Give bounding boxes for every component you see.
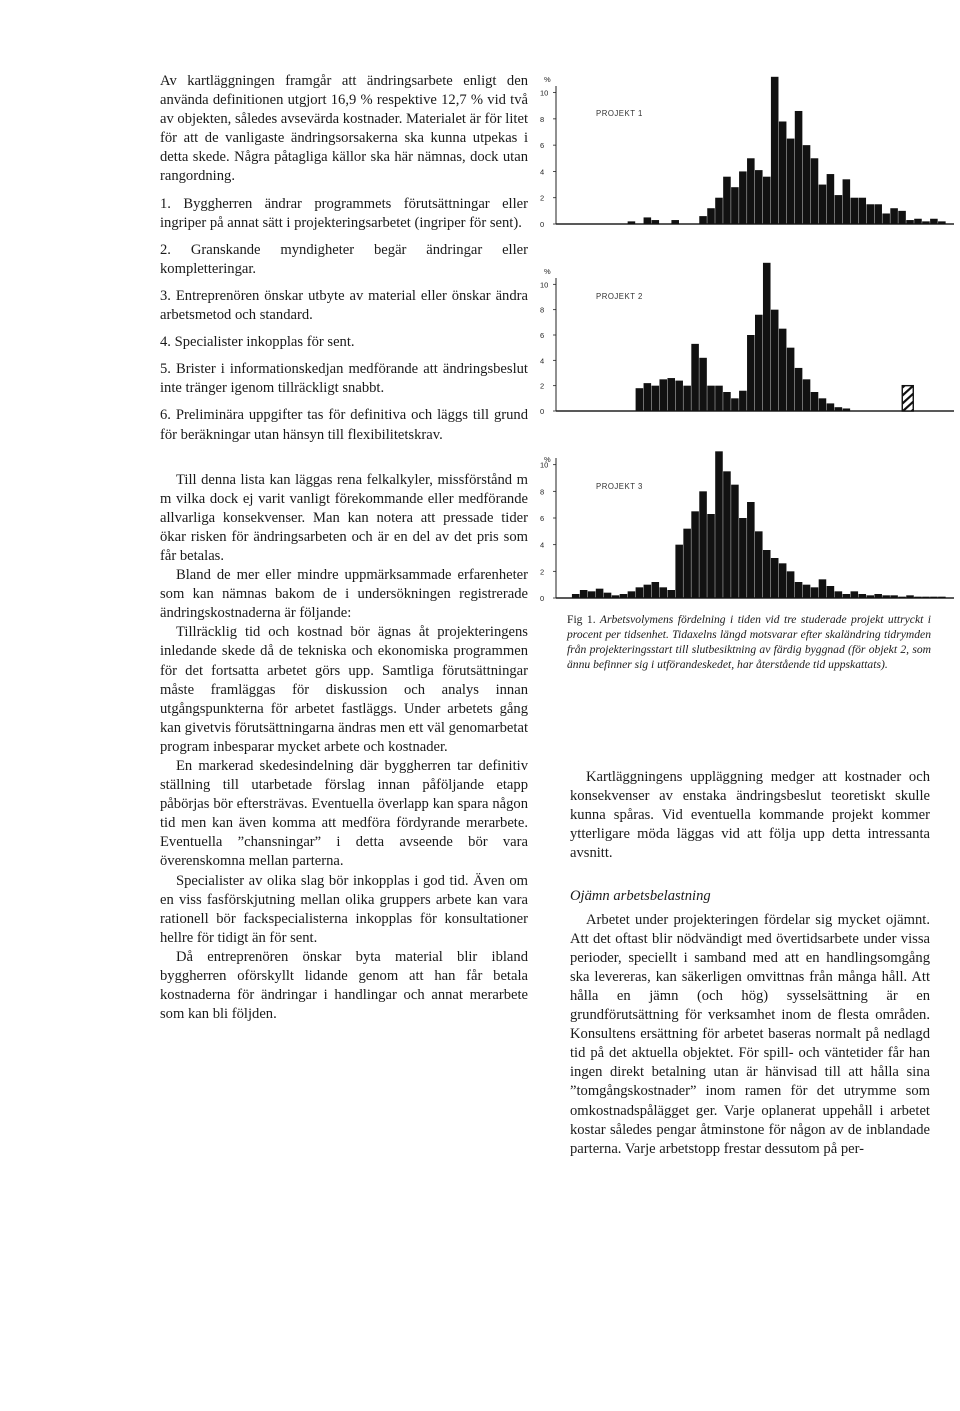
bar [644,217,652,224]
bar [699,358,707,411]
bar [858,198,866,224]
bar [922,221,930,224]
bar [898,597,906,598]
bar [803,585,811,598]
estimated-hatch [902,370,913,380]
paragraph-arbetsbelastning: Arbetet under projekteringen fördelar sig mycket ojämnt. Att det oftast blir nödvändigt med övertidsarbete under vissa perioder, speciellt i samband med att en handlingsomgång ska levereras, kan säkerligen omvittnas från många håll. Att hålla en jämn (och hög) sysselsättning är en grundförutsättning för verksamhet inom de flesta områden. Konsultens ersättning för arbetet baseras normalt på nedlagd tid på det aktuella objektet. För spill- och väntetider får han ingen direkt betalning utan är hänvisad till att hålla sina ”tomgångskostnader” inom ramen för det utrymme som omkostnadspålägget ger. Varje oplanerat uppehåll i arbetet kostar således pengar åtminstone för någon av de inblandade parterna. Varje arbetstopp frestar dessutom på per- [570,911,930,1157]
bar [827,174,835,224]
y-tick-label: 6 [540,141,545,151]
bar [779,329,787,411]
bar [835,195,843,224]
left-column [160,72,528,1024]
bar [914,597,922,598]
bar [779,121,787,224]
caption-label: Fig 1. [567,613,596,626]
bar [898,211,906,224]
bar [715,451,723,598]
bar [882,213,890,224]
bar [779,563,787,598]
bar [906,220,914,224]
histogram-projekt-1 [536,74,956,234]
bar [930,597,938,598]
bar [795,582,803,598]
list-item-6: 6. Preliminära uppgifter tas för definitiva och läggs till grund för beräkningar utan hänsyn till flexibilitetskrav. [160,407,528,443]
bar [644,383,652,411]
bar [938,221,946,224]
bar [811,158,819,224]
bar [819,579,827,598]
bar [787,139,795,224]
bar [580,590,588,598]
bar [731,187,739,224]
bar [771,558,779,598]
bar [851,198,859,224]
chart-projekt-3 [536,448,956,608]
bar [707,514,715,598]
bar [930,219,938,224]
bar [691,511,699,598]
estimated-hatch [902,426,913,428]
bar [723,392,731,411]
bar [612,595,620,598]
bar [691,344,699,411]
bar [819,398,827,411]
bar [747,502,755,598]
chart-title: PROJEKT 3 [596,482,643,491]
y-tick-label: 6 [540,514,545,523]
y-tick-label: 8 [540,305,545,315]
bar [636,388,644,411]
paragraph-karteggning: Kartläggningens uppläggning medger att kostnader och konsekvenser av enstaka ändringsbeslut teoretiskt skulle kunna spåras. Vid eventuella kommande projekt kommer ytterligare möda läggas vid att följa upp detta intressanta avsnitt. [570,769,930,862]
bar [858,594,866,598]
y-tick-label: 6 [540,331,545,340]
bar [803,379,811,411]
bar [604,593,612,598]
list-item-1: 1. Byggherren ändrar programmets förutsättningar eller ingriper på annat sätt i projekteringsarbetet (ingriper för sent). [160,195,528,231]
bar [699,216,707,224]
bar [731,485,739,598]
bar [914,219,922,224]
bar [827,403,835,411]
bar [739,171,747,224]
y-unit-label: % [544,75,551,84]
y-unit-label: % [544,455,551,464]
bar [715,386,723,411]
bar [588,591,596,598]
bar [739,391,747,411]
y-tick-label: 2 [540,567,545,577]
bar [882,595,890,598]
paragraph-felkalkyler: Till denna lista kan läggas rena felkalkyler, missförstånd m m vilka dock ej varit vanligt förekommande eller medförande allvarliga konsekvenser. Man kan notera att pressade tider ökar risken för ändringsarbeten och är en del av det pris som får betalas. [160,471,528,564]
paragraph-erfarenheter: Bland de mer eller mindre uppmärksammade erfarenheter som kan nämnas bakom de i undersökningen registrerade ändringskostnaderna är följande: [160,567,528,622]
bar [874,204,882,224]
bar [675,381,683,411]
bar [851,591,859,598]
paragraph-specialister: Specialister av olika slag bör inkopplas i god tid. Även om en viss fasförskjutning mellan olika gruppers arbete kan vara rationell bör fackspecialisterna inkopplas för konsultationer hellre för tidigt än för sent. [160,872,528,946]
bar [747,335,755,411]
y-tick-label: 10 [540,280,549,290]
bar [763,263,771,411]
bar [644,585,652,598]
y-unit-label: % [544,267,551,276]
bar [763,177,771,224]
bar [843,408,851,411]
y-tick-label: 2 [540,381,545,391]
bar [787,348,795,411]
bar [890,208,898,224]
bar [683,386,691,411]
bar [683,529,691,598]
section-heading: Ojämn arbetsbelastning [570,888,711,905]
y-tick-label: 8 [540,487,545,497]
chart-projekt-1 [536,74,956,234]
bar [596,589,604,598]
chart-title: PROJEKT 2 [596,292,643,301]
bar [843,179,851,224]
bar [667,378,675,411]
bar [795,368,803,411]
bar [723,177,731,224]
paragraph-entreprenor: Då entreprenören önskar byta material blir ibland byggherren oförskyllt lidande genom att han får betala kostnaderna för ändringar i handlingar och annat merarbete som kan bli följden. [160,948,528,1023]
y-tick-label: 4 [540,167,545,177]
bar [699,491,707,598]
y-tick-label: 8 [540,114,545,124]
bar [755,531,763,598]
bar [827,586,835,598]
histogram-projekt-2 [536,258,956,428]
figure-caption [567,612,931,672]
bar [922,597,930,598]
bar [938,597,946,598]
bar [803,145,811,224]
bar [811,392,819,411]
bar [771,77,779,224]
paragraph-skedesindelning: En markerad skedesindelning där byggherren tar definitiv ställning till utarbetade förslag innan påföljande etapp påbörjas bör eftersträvas. Eventuella överlapp kan spara någon tid men kan även komma att medföra fördyrande merarbete. Eventuella ”chansningar” i detta avseende bör vara överenskomna mellan parterna. [160,758,528,870]
paragraph-intro: Av kartläggningen framgår att ändringsarbete enligt den använda definitionen utgjort 16,9 % respektive 12,7 % vid två av objekten, således avsevärda kostnader. Materialet är för litet för att de vanligaste ändringsorsakerna ska kunna utpekas i detta skede. Några påtagliga källor ska här nämnas, dock utan rangordning. [160,73,528,185]
chart-projekt-2 [536,258,956,428]
bar [628,221,636,224]
bar [572,594,580,598]
bar [819,185,827,224]
bar [755,170,763,224]
bar [636,587,644,598]
bar [628,591,636,598]
bar [671,220,679,224]
histogram-projekt-3 [536,448,956,608]
bar [890,595,898,598]
list-item-5: 5. Brister i informationskedjan medförande att ändringsbeslut inte tränger igenom tillräckligt snabbt. [160,361,528,397]
bar [795,111,803,224]
bar [659,587,667,598]
list-item-4: 4. Specialister inkopplas för sent. [160,334,355,351]
bar [707,386,715,411]
y-tick-label: 10 [540,88,549,98]
bar [667,590,675,598]
bar [843,594,851,598]
list-item-2: 2. Granskande myndigheter begär ändringar eller kompletteringar. [160,241,528,277]
bar [763,550,771,598]
bar [874,594,882,598]
right-column [570,768,930,1159]
bar [659,379,667,411]
estimated-hatch [902,418,913,428]
bar [675,545,683,598]
bar [652,220,660,224]
y-tick-label: 0 [540,407,545,416]
bar [747,158,755,224]
y-tick-label: 4 [540,540,545,550]
bar [906,595,914,598]
bar [771,310,779,411]
chart-title: PROJEKT 1 [596,109,643,118]
bar [715,198,723,224]
bar [652,582,660,598]
bar [723,471,731,598]
bar [811,587,819,598]
y-tick-label: 2 [540,193,545,203]
y-tick-label: 0 [540,220,545,229]
y-tick-label: 0 [540,594,545,603]
bar [620,594,628,598]
y-tick-label: 4 [540,356,545,366]
bar [755,315,763,411]
bar [787,571,795,598]
y-tick-label: 10 [540,460,549,470]
bar [835,591,843,598]
paragraph-tid-kostnad: Tillräcklig tid och kostnad bör ägnas åt projekteringens inledande skede då de tekniska och ekonomiska programmen för det fortsatta arbetet görs upp. Samtliga förutsättningar måste framläggas för diskussion och analys innan utgångspunkterna för arbetet fastläggs. Under arbetets gång kan givetvis förutsättningarna ändras men ett väl genomarbetat program inbesparar mycket arbete och kostnader. [160,624,528,755]
bar [866,595,874,598]
bar [652,386,660,411]
caption-text: Arbetsvolymens fördelning i tiden vid tre studerade projekt uttryckt i procent per tidsenhet. Tidaxelns längd motsvarar efter skaländring tidrymden från projekteringsstart till slutbesiktning av färdig byggnad (för objekt 2, som ännu befinner sig i utförandeskedet, har återstående tid uppskattats). [567,613,931,671]
bar [866,204,874,224]
bar [835,407,843,411]
bar [739,518,747,598]
bar [731,398,739,411]
bar [707,208,715,224]
list-item-3: 3. Entreprenören önskar utbyte av material eller önskar ändra arbetsmetod och standard. [160,287,528,324]
